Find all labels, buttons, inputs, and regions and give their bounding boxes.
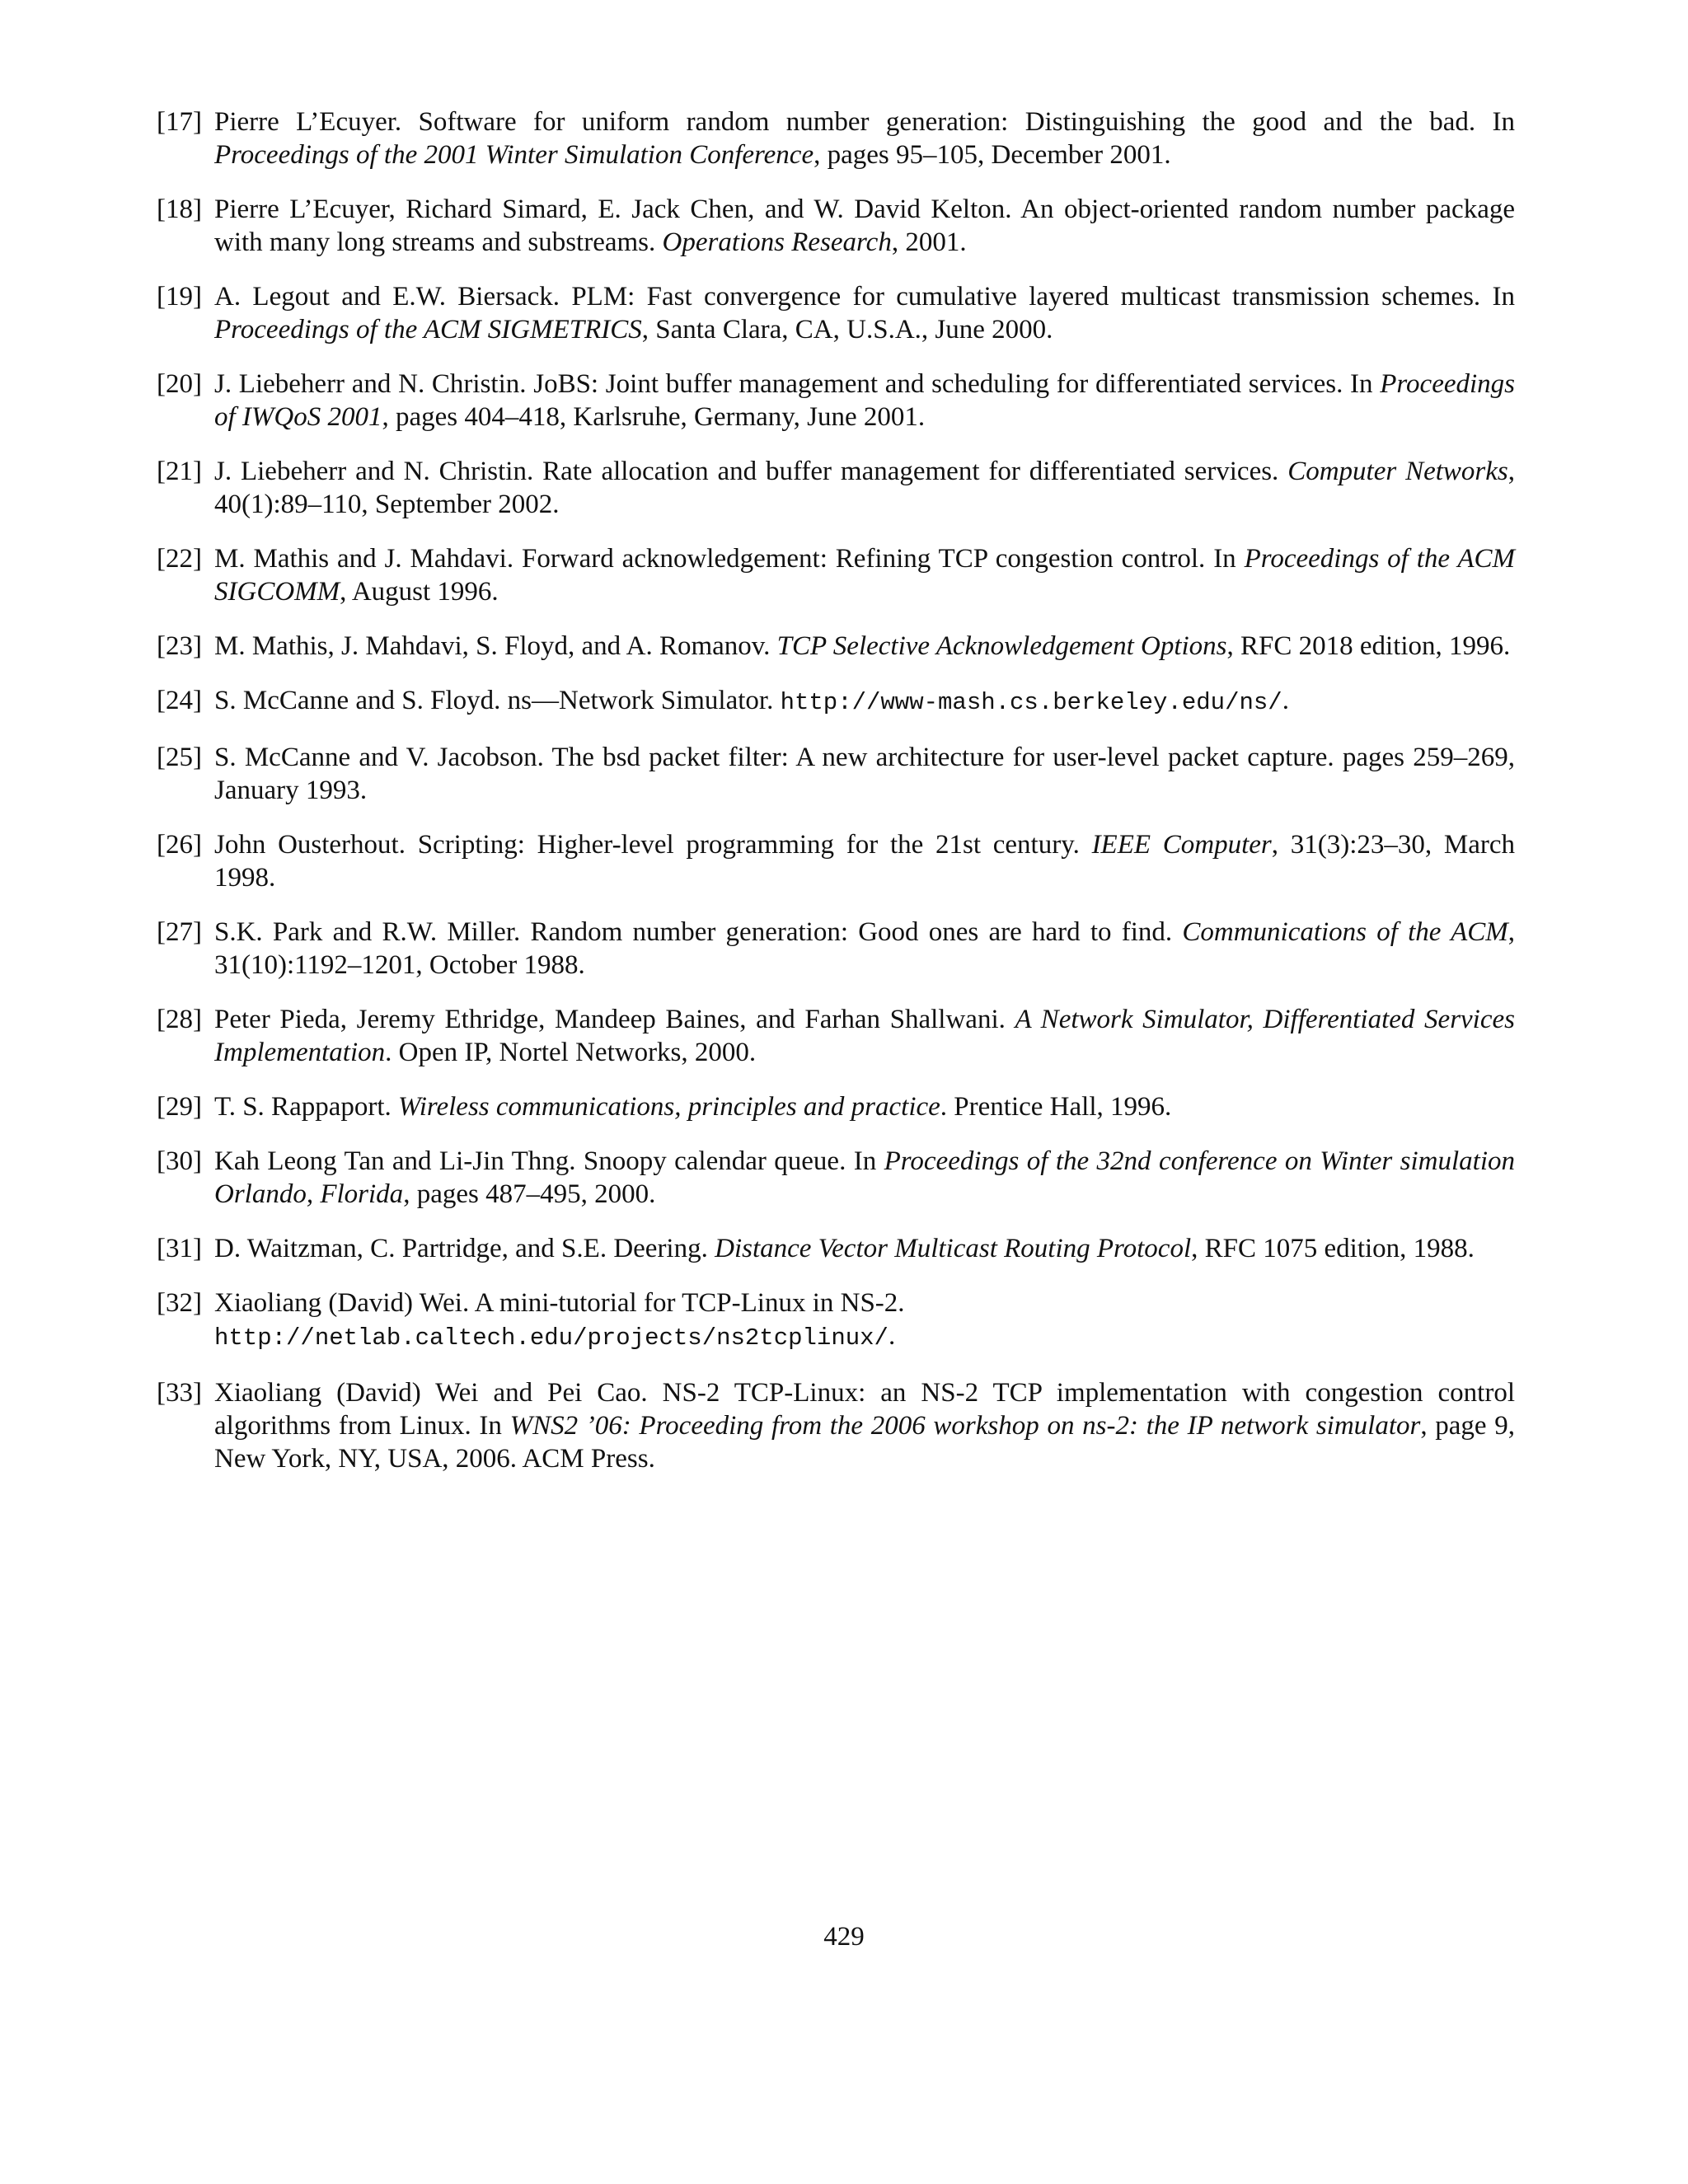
reference-item (157, 1145, 1515, 1211)
reference-text: D. Waitzman, C. Partridge, and S.E. Deering. Distance Vector Multicast Routing Protocol, RFC 1075 edition, 1988. (214, 1234, 1475, 1263)
reference-number: [32] (157, 1288, 202, 1318)
reference-text: Pierre L’Ecuyer, Richard Simard, E. Jack Chen, and W. David Kelton. An object-oriented random number package with many long streams and substreams. Operations Research, 2001. (214, 194, 1515, 257)
reference-item (157, 1003, 1515, 1069)
reference-text: Pierre L’Ecuyer. Software for uniform random number generation: Distinguishing the good and the bad. In Proceedings of the 2001 Winter Simulation Conference, pages 95–105, December 2001. (214, 107, 1515, 170)
reference-text: A. Legout and E.W. Biersack. PLM: Fast convergence for cumulative layered multicast transmission schemes. In Proceedings of the ACM SIGMETRICS, Santa Clara, CA, U.S.A., June 2000. (214, 282, 1515, 344)
reference-text: J. Liebeherr and N. Christin. JoBS: Joint buffer management and scheduling for differentiated services. In Proceedings of IWQoS 2001, pages 404–418, Karlsruhe, Germany, June 2001. (214, 369, 1515, 432)
reference-number: [33] (157, 1378, 202, 1408)
reference-number: [31] (157, 1234, 202, 1263)
reference-text: Peter Pieda, Jeremy Ethridge, Mandeep Baines, and Farhan Shallwani. A Network Simulator, Differentiated Services Implementation. Open IP, Nortel Networks, 2000. (214, 1005, 1515, 1067)
reference-text: Kah Leong Tan and Li-Jin Thng. Snoopy calendar queue. In Proceedings of the 32nd conference on Winter simulation Orlando, Florida, pages 487–495, 2000. (214, 1146, 1516, 1209)
reference-list (157, 105, 1515, 1497)
reference-item (157, 105, 1515, 171)
reference-text: J. Liebeherr and N. Christin. Rate allocation and buffer management for differentiated services. Computer Networks, 40(1):89–110, September 2002. (214, 457, 1516, 519)
reference-number: [22] (157, 544, 202, 574)
page-number: 429 (823, 1922, 865, 1952)
reference-item (157, 1286, 1515, 1355)
reference-number: [27] (157, 917, 202, 947)
reference-text: S.K. Park and R.W. Miller. Random number generation: Good ones are hard to find. Communications of the ACM, 31(10):1192–1201, October 1988. (214, 917, 1515, 980)
reference-url[interactable]: http://www-mash.cs.berkeley.edu/ns/ (780, 689, 1282, 716)
reference-number: [20] (157, 369, 202, 399)
reference-number: [25] (157, 743, 202, 772)
reference-item (157, 368, 1515, 434)
reference-item (157, 542, 1515, 608)
reference-text: S. McCanne and V. Jacobson. The bsd packet filter: A new architecture for user-level packet capture. pages 259–269, January 1993. (214, 743, 1515, 805)
reference-number: [18] (157, 194, 202, 224)
reference-number: [23] (157, 631, 202, 661)
reference-number: [26] (157, 830, 202, 860)
reference-item (157, 1090, 1515, 1123)
reference-item (157, 280, 1515, 346)
reference-text: S. McCanne and S. Floyd. ns—Network Simulator. http://www-mash.cs.berkeley.edu/ns/. (214, 686, 1289, 716)
reference-item (157, 455, 1515, 521)
reference-number: [28] (157, 1005, 202, 1034)
reference-text: M. Mathis, J. Mahdavi, S. Floyd, and A. Romanov. TCP Selective Acknowledgement Options, RFC 2018 edition, 1996. (214, 631, 1511, 661)
reference-url[interactable]: http://netlab.caltech.edu/projects/ns2tcplinux/ (214, 1324, 889, 1352)
reference-number: [30] (157, 1146, 202, 1176)
reference-item (157, 684, 1515, 719)
reference-item (157, 1376, 1515, 1475)
reference-text: T. S. Rappaport. Wireless communications, principles and practice. Prentice Hall, 1996. (214, 1092, 1172, 1122)
reference-item (157, 630, 1515, 663)
reference-number: [29] (157, 1092, 202, 1122)
reference-item (157, 828, 1515, 894)
reference-text: M. Mathis and J. Mahdavi. Forward acknowledgement: Refining TCP congestion control. In Proceedings of the ACM SIGCOMM, August 1996. (214, 544, 1515, 607)
reference-number: [17] (157, 107, 202, 137)
reference-item (157, 916, 1515, 982)
reference-item (157, 741, 1515, 807)
reference-number: [21] (157, 457, 202, 486)
reference-text: John Ousterhout. Scripting: Higher-level programming for the 21st century. IEEE Computer, 31(3):23–30, March 1998. (214, 830, 1515, 893)
reference-item (157, 193, 1515, 259)
reference-number: [24] (157, 686, 202, 715)
reference-text: Xiaoliang (David) Wei. A mini-tutorial for TCP-Linux in NS-2. http://netlab.caltech.edu/projects/ns2tcplinux/. (214, 1288, 905, 1352)
reference-text: Xiaoliang (David) Wei and Pei Cao. NS-2 TCP-Linux: an NS-2 TCP implementation with congestion control algorithms from Linux. In WNS2 ’06: Proceeding from the 2006 workshop on ns-2: the IP network simulator, page 9, New York, NY, USA, 2006. ACM Press. (214, 1378, 1516, 1474)
reference-number: [19] (157, 282, 202, 312)
reference-item (157, 1232, 1515, 1265)
